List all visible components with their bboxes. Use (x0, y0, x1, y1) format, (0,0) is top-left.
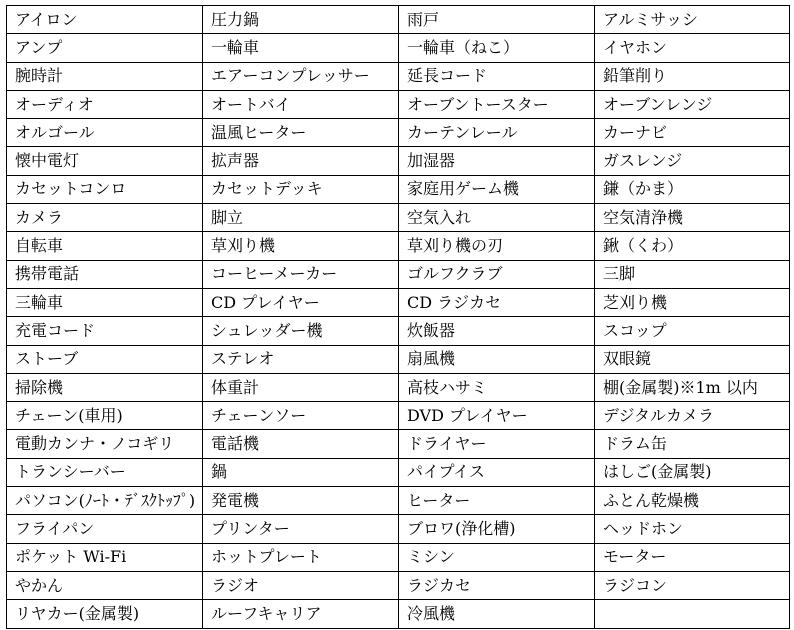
table-cell: 充電コード (7, 317, 203, 345)
table-cell: ステレオ (203, 345, 399, 373)
table-row (7, 430, 790, 458)
table-cell: チェーンソー (203, 402, 399, 430)
table-cell: CD ラジカセ (399, 288, 595, 316)
table-cell: スコップ (595, 317, 790, 345)
table-cell: 三輪車 (7, 288, 203, 316)
table-cell: ふとん乾燥機 (595, 487, 790, 515)
table-cell: ドラム缶 (595, 430, 790, 458)
table-cell: プリンター (203, 515, 399, 543)
table-cell: ミシン (399, 543, 595, 571)
table-row (7, 204, 790, 232)
table-row (7, 345, 790, 373)
table-cell: CD プレイヤー (203, 288, 399, 316)
table-cell: 草刈り機の刃 (399, 232, 595, 260)
items-table-body (7, 6, 790, 629)
table-cell: パイプイス (399, 458, 595, 486)
table-row (7, 543, 790, 571)
table-cell: パソコン(ﾉｰﾄ・ﾃﾞｽｸﾄｯﾌﾟ) (7, 487, 203, 515)
table-cell: ラジオ (203, 571, 399, 599)
table-cell: リヤカー(金属製) (7, 600, 203, 628)
table-cell: 高枝ハサミ (399, 373, 595, 401)
table-cell: 一輪車 (203, 34, 399, 62)
table-cell: 一輪車（ねこ） (399, 34, 595, 62)
table-cell: オーブンレンジ (595, 90, 790, 118)
table-row (7, 6, 790, 34)
table-cell: シュレッダー機 (203, 317, 399, 345)
table-cell: 炊飯器 (399, 317, 595, 345)
table-row (7, 232, 790, 260)
table-cell: 電話機 (203, 430, 399, 458)
table-cell: 三脚 (595, 260, 790, 288)
table-cell: 家庭用ゲーム機 (399, 175, 595, 203)
table-cell: アンプ (7, 34, 203, 62)
table-cell: 棚(金属製)※1m 以内 (595, 373, 790, 401)
table-row (7, 373, 790, 401)
table-cell: 腕時計 (7, 62, 203, 90)
table-cell: 冷風機 (399, 600, 595, 628)
table-row (7, 175, 790, 203)
table-cell: 扇風機 (399, 345, 595, 373)
table-cell: カーテンレール (399, 119, 595, 147)
table-cell: ブロワ(浄化槽) (399, 515, 595, 543)
table-cell: 芝刈り機 (595, 288, 790, 316)
table-cell: ポケット Wi-Fi (7, 543, 203, 571)
table-cell: 加湿器 (399, 147, 595, 175)
table-cell: アイロン (7, 6, 203, 34)
table-cell: 体重計 (203, 373, 399, 401)
table-cell: オルゴール (7, 119, 203, 147)
table-row (7, 317, 790, 345)
table-row (7, 402, 790, 430)
table-row (7, 62, 790, 90)
table-cell: ホットプレート (203, 543, 399, 571)
table-cell: ラジカセ (399, 571, 595, 599)
table-cell: やかん (7, 571, 203, 599)
table-cell: 鍬（くわ） (595, 232, 790, 260)
table-cell: 鉛筆削り (595, 62, 790, 90)
table-cell: 携帯電話 (7, 260, 203, 288)
table-cell: 鍋 (203, 458, 399, 486)
table-row (7, 147, 790, 175)
table-cell: モーター (595, 543, 790, 571)
table-cell: 双眼鏡 (595, 345, 790, 373)
table-cell: 掃除機 (7, 373, 203, 401)
table-cell: オートバイ (203, 90, 399, 118)
table-cell: カセットデッキ (203, 175, 399, 203)
table-cell: 懐中電灯 (7, 147, 203, 175)
table-cell: ガスレンジ (595, 147, 790, 175)
table-cell: イヤホン (595, 34, 790, 62)
table-cell: フライパン (7, 515, 203, 543)
table-row (7, 119, 790, 147)
table-cell: ルーフキャリア (203, 600, 399, 628)
table-row (7, 487, 790, 515)
table-cell: エアーコンプレッサー (203, 62, 399, 90)
table-row (7, 90, 790, 118)
table-row (7, 571, 790, 599)
table-cell: 自転車 (7, 232, 203, 260)
table-cell: 電動カンナ・ノコギリ (7, 430, 203, 458)
items-table (6, 5, 790, 629)
table-cell: カーナビ (595, 119, 790, 147)
table-row (7, 288, 790, 316)
table-cell: 温風ヒーター (203, 119, 399, 147)
table-cell: ヒーター (399, 487, 595, 515)
table-cell: 草刈り機 (203, 232, 399, 260)
table-cell: 延長コード (399, 62, 595, 90)
table-cell: 脚立 (203, 204, 399, 232)
table-cell: DVD プレイヤー (399, 402, 595, 430)
table-cell: アルミサッシ (595, 6, 790, 34)
table-cell (595, 600, 790, 628)
table-cell: ゴルフクラブ (399, 260, 595, 288)
table-cell: ストーブ (7, 345, 203, 373)
table-cell: 雨戸 (399, 6, 595, 34)
table-cell: 拡声器 (203, 147, 399, 175)
table-cell: デジタルカメラ (595, 402, 790, 430)
table-row (7, 458, 790, 486)
table-cell: 圧力鍋 (203, 6, 399, 34)
table-cell: 空気清浄機 (595, 204, 790, 232)
table-cell: ヘッドホン (595, 515, 790, 543)
table-cell: はしご(金属製) (595, 458, 790, 486)
table-row (7, 515, 790, 543)
table-cell: ラジコン (595, 571, 790, 599)
table-cell: ドライヤー (399, 430, 595, 458)
table-cell: 鎌（かま） (595, 175, 790, 203)
table-cell: コーヒーメーカー (203, 260, 399, 288)
table-cell: カセットコンロ (7, 175, 203, 203)
table-cell: カメラ (7, 204, 203, 232)
table-row (7, 600, 790, 628)
table-cell: トランシーバー (7, 458, 203, 486)
table-row (7, 34, 790, 62)
table-cell: 発電機 (203, 487, 399, 515)
table-cell: 空気入れ (399, 204, 595, 232)
table-cell: チェーン(車用) (7, 402, 203, 430)
table-row (7, 260, 790, 288)
table-cell: オーブントースター (399, 90, 595, 118)
table-cell: オーディオ (7, 90, 203, 118)
